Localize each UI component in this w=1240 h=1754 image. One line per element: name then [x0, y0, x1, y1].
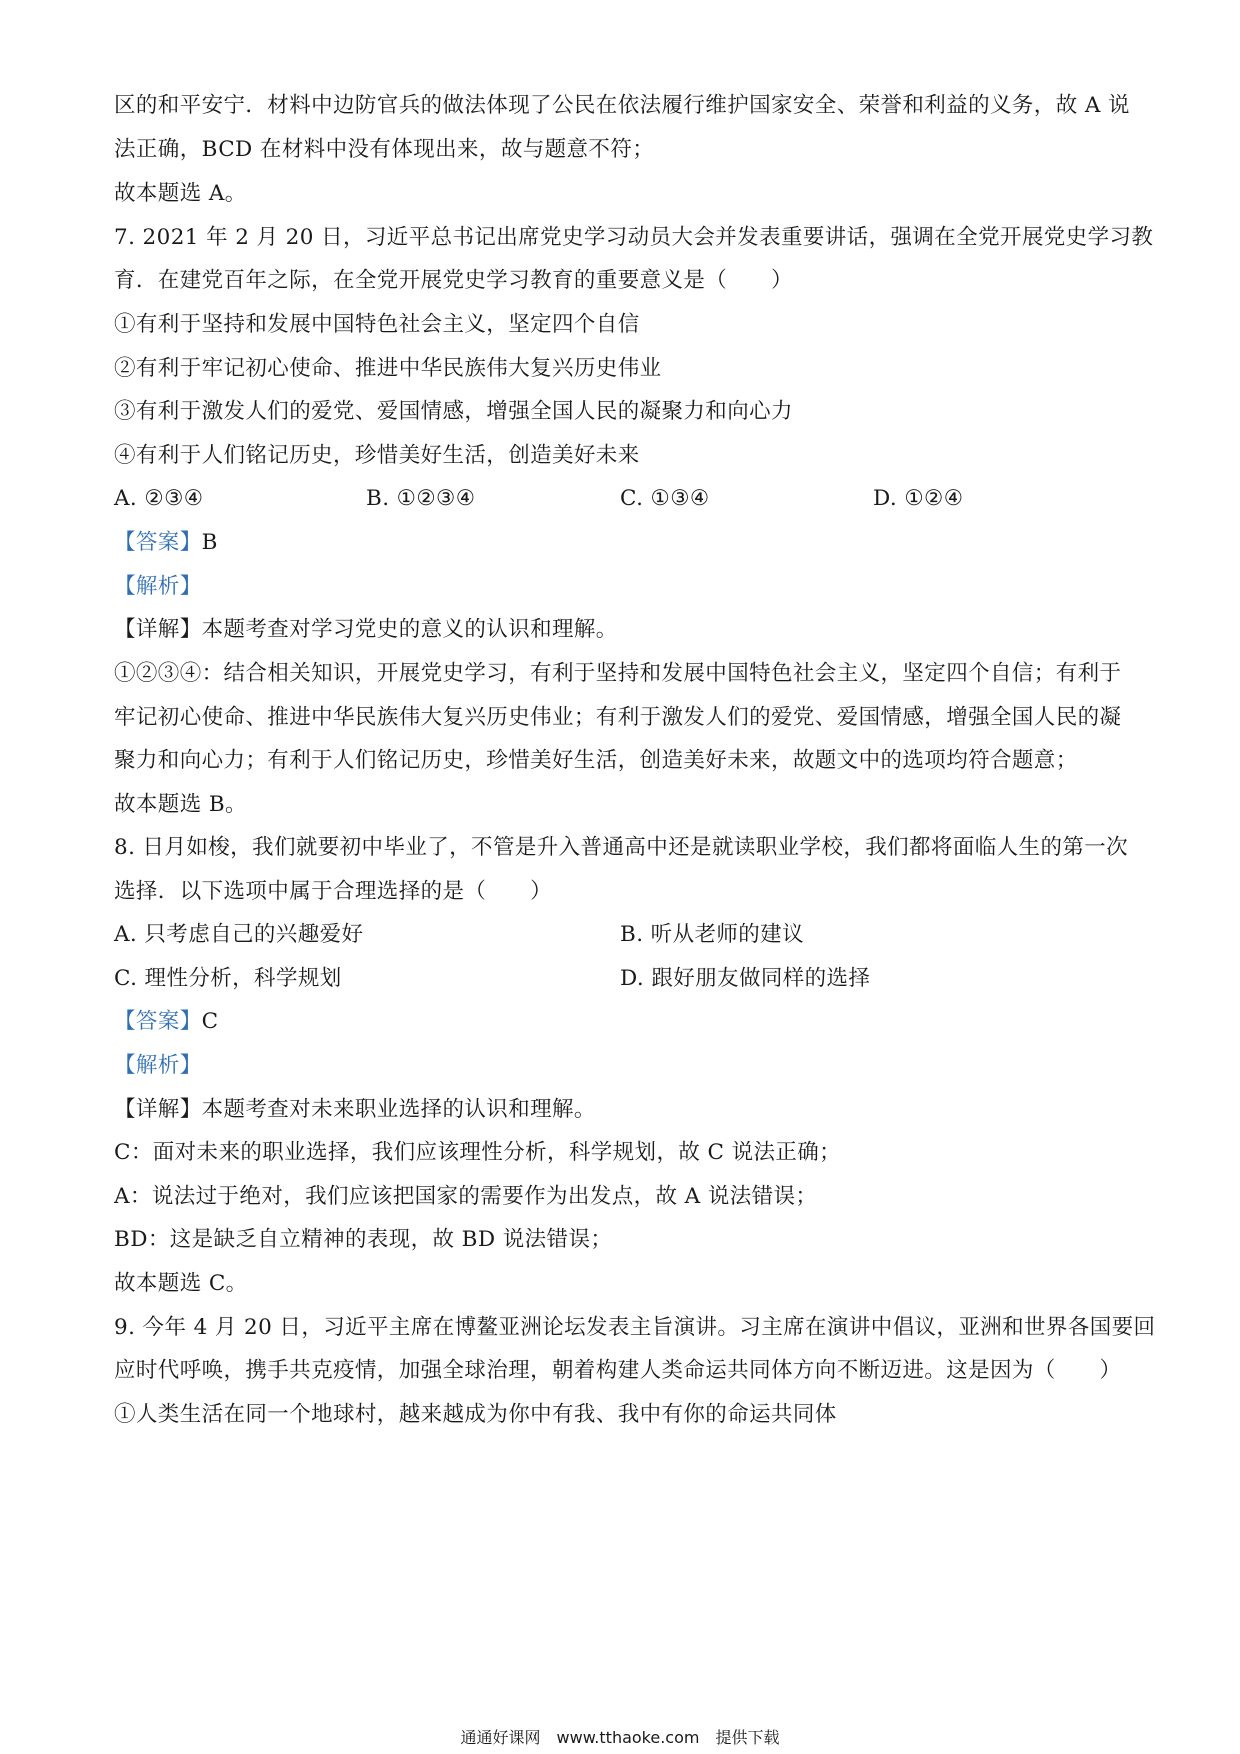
detail-tag: 【详解】	[114, 1097, 202, 1122]
q8-answer	[114, 1007, 1160, 1037]
q7-explanation-line-2: 牢记初心使命、推进中华民族伟大复兴历史伟业；有利于激发人们的爱党、爱国情感，增强全国人民的凝	[114, 705, 1122, 730]
q7-statement-2: ②有利于牢记初心使命、推进中华民族伟大复兴历史伟业	[114, 356, 662, 381]
q7-statement-1: ①有利于坚持和发展中国特色社会主义，坚定四个自信	[114, 312, 640, 337]
answer-value: C	[201, 1009, 219, 1034]
q8-explanation-line-2: A：说法过于绝对，我们应该把国家的需要作为出发点，故 A 说法错误；	[114, 1184, 818, 1209]
q8-option-b: B. 听从老师的建议	[620, 922, 804, 947]
q8-stem-line-1: 8. 日月如梭，我们就要初中毕业了，不管是升入普通高中还是就读职业学校，我们都将面临人生的第一次	[114, 835, 1129, 860]
detail-tag: 【详解】	[114, 617, 202, 642]
detail-text: 本题考查对学习党史的意义的认识和理解。	[201, 617, 618, 642]
q7-statement-4: ④有利于人们铭记历史，珍惜美好生活，创造美好未来	[114, 443, 640, 468]
q7-statement-3: ③有利于激发人们的爱党、爱国情感，增强全国人民的凝聚力和向心力	[114, 399, 793, 424]
q8-explanation-line-3: BD：这是缺乏自立精神的表现，故 BD 说法错误；	[114, 1227, 613, 1252]
q7-stem-line-2: 育．在建党百年之际，在全党开展党史学习教育的重要意义是（ ）	[114, 268, 793, 293]
q7-conclusion: 故本题选 B。	[114, 792, 247, 817]
q7-explanation-line-1: ①②③④：结合相关知识，开展党史学习，有利于坚持和发展中国特色社会主义，坚定四个自信；有利于	[114, 661, 1122, 686]
detail-text: 本题考查对未来职业选择的认识和理解。	[201, 1097, 596, 1122]
q8-option-d: D. 跟好朋友做同样的选择	[620, 966, 871, 991]
q7-option-d: D. ①②④	[873, 486, 964, 511]
prev-explanation-line-2: 法正确，BCD 在材料中没有体现出来，故与题意不符；	[114, 137, 655, 162]
q7-explanation-line-3: 聚力和向心力；有利于人们铭记历史，珍惜美好生活，创造美好未来，故题文中的选项均符合题意；	[114, 748, 1078, 773]
q7-answer	[114, 528, 1160, 558]
q9-stem-line-2: 应时代呼唤，携手共克疫情，加强全球治理，朝着构建人类命运共同体方向不断迈进。这是因为（ ）	[114, 1358, 1122, 1383]
prev-conclusion: 故本题选 A。	[114, 181, 247, 206]
q7-analysis-tag: 【解析】	[114, 574, 202, 599]
prev-explanation-line-1: 区的和平安宁．材料中边防官兵的做法体现了公民在依法履行维护国家安全、荣誉和利益的义务，故 A 说	[114, 93, 1130, 118]
page-footer: 通通好课网 www.tthaoke.com 提供下载	[460, 1728, 780, 1747]
q8-conclusion: 故本题选 C。	[114, 1271, 248, 1296]
q8-stem-line-2: 选择．以下选项中属于合理选择的是（ ）	[114, 879, 553, 904]
q8-analysis-tag: 【解析】	[114, 1053, 202, 1078]
q7-option-a: A. ②③④	[114, 486, 204, 511]
q9-statement-1: ①人类生活在同一个地球村，越来越成为你中有我、我中有你的命运共同体	[114, 1402, 837, 1427]
q8-option-a: A. 只考虑自己的兴趣爱好	[114, 922, 364, 947]
q9-stem-line-1: 9. 今年 4 月 20 日，习近平主席在博鳌亚洲论坛发表主旨演讲。习主席在演讲中倡议，亚洲和世界各国要回	[114, 1315, 1156, 1340]
q8-option-c: C. 理性分析，科学规划	[114, 966, 342, 991]
q8-explanation-line-1: C：面对未来的职业选择，我们应该理性分析，科学规划，故 C 说法正确；	[114, 1140, 842, 1165]
answer-tag: 【答案】	[114, 1009, 202, 1034]
q8-detail	[114, 1095, 1160, 1125]
q7-stem-line-1: 7. 2021 年 2 月 20 日，习近平总书记出席党史学习动员大会并发表重要讲话，强调在全党开展党史学习教	[114, 225, 1154, 250]
answer-tag: 【答案】	[114, 530, 202, 555]
q7-option-c: C. ①③④	[620, 486, 710, 511]
answer-value: B	[201, 530, 218, 555]
q7-option-b: B. ①②③④	[366, 486, 476, 511]
q7-detail	[114, 615, 1160, 645]
